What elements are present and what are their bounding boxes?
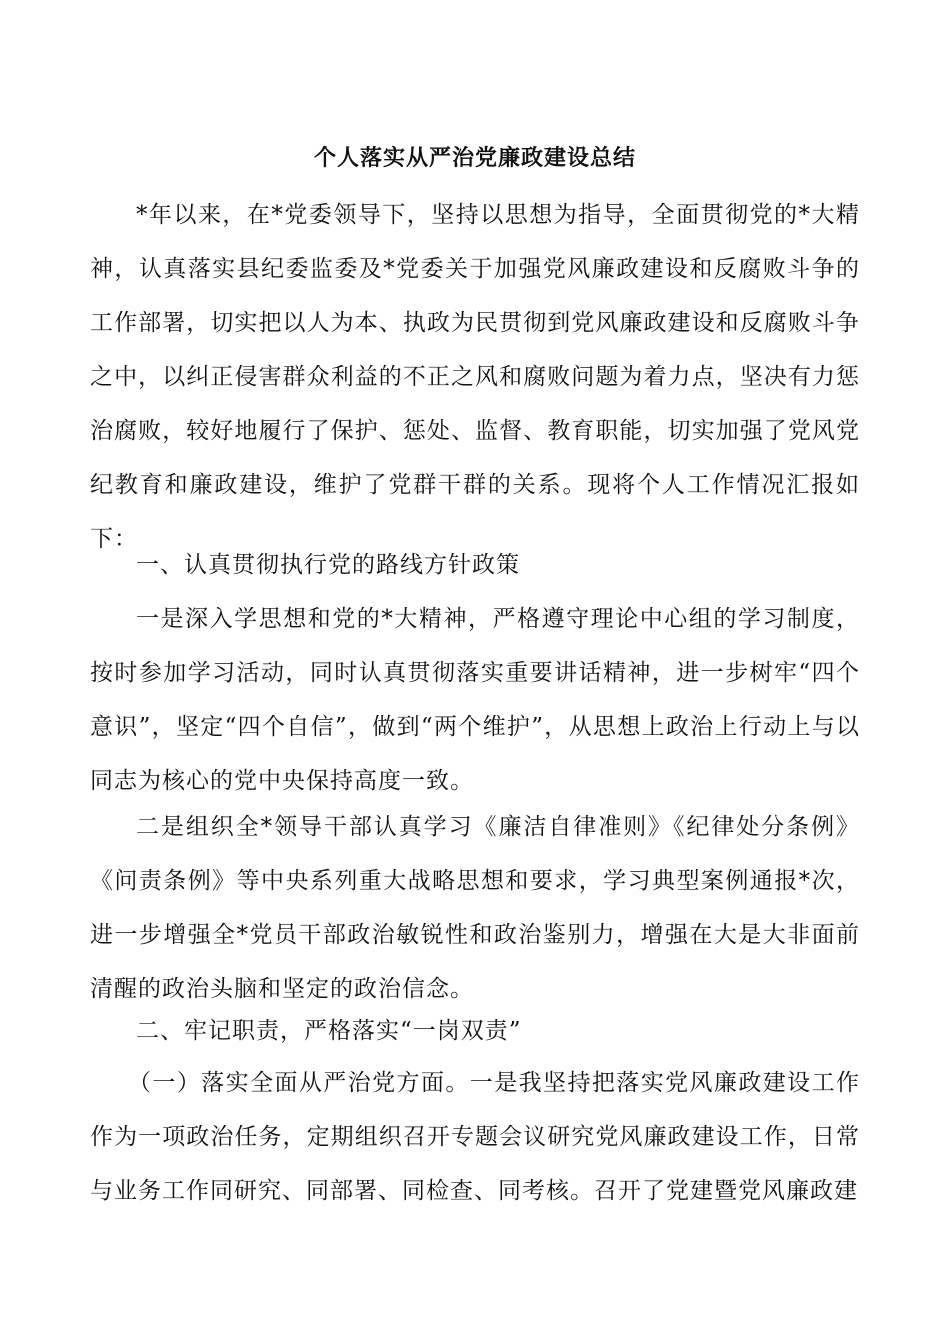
section1-paragraph-2: 二是组织全*领导干部认真学习《廉洁自律准则》《纪律处分条例》《问责条例》等中央系列重大战略思想和要求，学习典型案例通报*次，进一步增强全*党员干部政治敏锐性和政治鉴别力，增强在大是大非面前清醒的政治头脑和坚定的政治信念。 — [90, 814, 860, 1002]
document-title: 个人落实从严治党廉政建设总结 — [313, 145, 636, 171]
section-heading-1: 一、认真贯彻执行党的路线方针政策 — [136, 552, 520, 578]
section2-paragraph-1: （一）落实全面从严治党方面。一是我坚持把落实党风廉政建设工作作为一项政治任务，定期组织召开专题会议研究党风廉政建设工作，日常与业务工作同研究、同部署、同检查、同考核。召开了党建暨党风廉政建 — [90, 1070, 860, 1204]
section-heading-2: 二、牢记职责，严格落实“一岗双责” — [136, 1018, 522, 1044]
intro-paragraph: *年以来，在*党委领导下，坚持以思想为指导，全面贯彻党的*大精神，认真落实县纪委监委及*党委关于加强党风廉政建设和反腐败斗争的工作部署，切实把以人为本、执政为民贯彻到党风廉政建设和反腐败斗争之中，以纠正侵害群众利益的不正之风和腐败问题为着力点，坚决有力惩治腐败，较好地履行了保护、惩处、监督、教育职能，切实加强了党风党纪教育和廉政建设，维护了党群干群的关系。现将个人工作情况汇报如下： — [90, 202, 860, 552]
section1-paragraph-1: 一是深入学思想和党的*大精神，严格遵守理论中心组的学习制度，按时参加学习活动，同时认真贯彻落实重要讲话精神，进一步树牢“四个意识”，坚定“四个自信”，做到“两个维护”，从思想上政治上行动上与以同志为核心的党中央保持高度一致。 — [90, 606, 860, 794]
